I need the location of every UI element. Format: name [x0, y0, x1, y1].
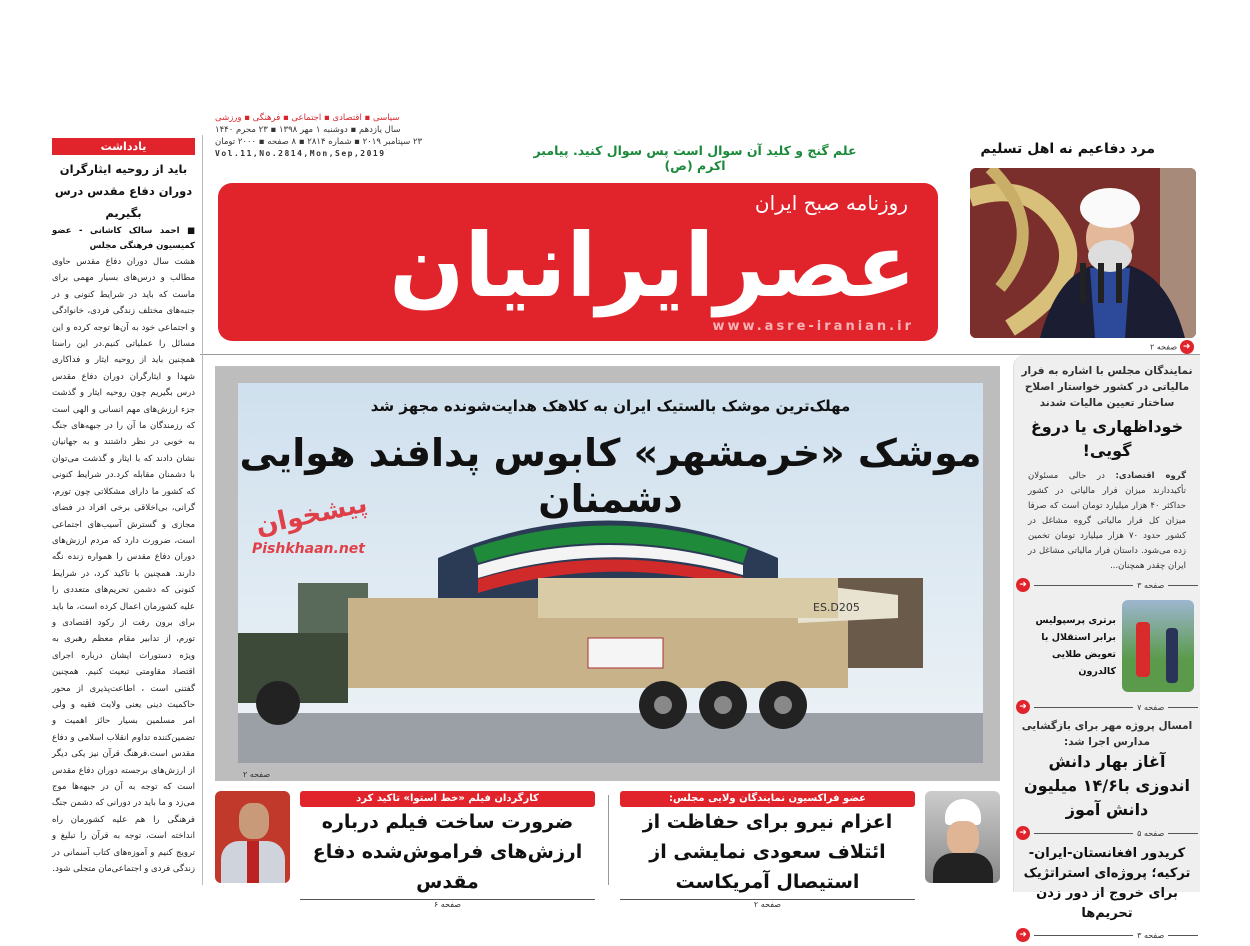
- editorial-author: ■ احمد سالک کاشانی - عضو کمیسیون فرهنگی مجلس: [52, 226, 195, 251]
- editorial-title: باید از روحیه ایثارگران دوران دفاع مقدس درس بگیریم: [54, 162, 193, 220]
- page-ref-label: صفحه ۵: [1137, 828, 1165, 838]
- vertical-divider: [202, 135, 203, 885]
- story-title: ضرورت ساخت فیلم درباره ارزش‌های فراموش‌شده دفاع مقدس: [312, 811, 583, 893]
- main-headline[interactable]: موشک «خرمشهر» کابوس پدافند هوایی دشمنان: [239, 431, 982, 521]
- page-ref-row[interactable]: [1014, 696, 1200, 718]
- top-right-headline: مرد دفاعیم نه اهل تسلیم: [935, 140, 1155, 158]
- right-story-corridor[interactable]: کریدور افغانستان-ایران-ترکیه؛ پروژه‌ای استراتژیک برای خروج از دور زدن تحریم‌ها: [1023, 846, 1191, 921]
- football-photo: [1122, 600, 1194, 692]
- story-body: [1020, 469, 1194, 574]
- arrow-icon: ➜: [1016, 928, 1030, 942]
- story-subtitle: امسال پروژه مهر برای بازگشایی مدارس اجرا شد:: [1021, 720, 1193, 748]
- logo-tagline: روزنامه صبح ایران: [754, 191, 908, 215]
- main-page-ref[interactable]: صفحه ۲: [243, 770, 271, 779]
- editorial-label: یادداشت: [52, 138, 195, 155]
- newspaper-logo: [218, 183, 938, 341]
- bottom-divider: [608, 795, 609, 885]
- story-title: برتری پرسپولیس برابر استقلال با تعویض طلایی کالدرون: [1035, 615, 1116, 677]
- story-text: در حالی مسئولان تأکیددارند میزان فرار مالیاتی در کشور حداکثر ۴۰ هزار میلیارد تومان است که صرفا میزان کل فرار مالیاتی گروه مشاغل در کشور حدود ۷۰ هزار میلیارد تومان تخمین زده می‌شود. داستان فرار مالیاتی مشاغل در ایران چقدر همچنان...: [1028, 471, 1186, 571]
- right-story-tax[interactable]: [1014, 355, 1200, 574]
- bottom-story-film[interactable]: [300, 791, 595, 909]
- story-title: اعزام نیرو برای حفاظت از ائتلاف سعودی نمایشی از استیصال آمریکاست: [642, 811, 893, 893]
- page-ref-label: صفحه ۲: [1150, 342, 1178, 352]
- president-photo: [970, 168, 1196, 338]
- arrow-icon: ➜: [1180, 340, 1194, 354]
- story-label: عضو فراکسیون نمایندگان ولایی مجلس:: [620, 791, 915, 807]
- daily-quote: علم گنج و کلید آن سوال است پس سوال کنید. پیامبر اکرم (ص): [533, 143, 857, 173]
- story-label: کارگردان فیلم «خط استوا» تاکید کرد: [300, 791, 595, 807]
- page-ref-row[interactable]: [1014, 574, 1200, 596]
- arrow-icon: ➜: [1016, 700, 1030, 714]
- page-ref-row[interactable]: [1014, 822, 1200, 844]
- editorial-column: [52, 138, 195, 877]
- watermark-en: Pishkhaan.net: [252, 541, 365, 557]
- story-title: آغاز بهار دانش اندوزی با۱۴/۶ میلیون دانش آموز: [1023, 752, 1191, 819]
- sections-list: سیاسی ▪ اقتصادی ▪ اجتماعی ▪ فرهنگی ▪ ورزشی: [215, 113, 400, 123]
- story-title: خوداظهاری یا دروغ گویی!: [1030, 417, 1184, 460]
- right-story-football[interactable]: [1014, 596, 1200, 696]
- top-right-page-ref[interactable]: [1150, 340, 1194, 354]
- mp-photo: [925, 791, 1000, 883]
- main-kicker: مهلک‌ترین موشک بالستیک ایران به کلاهک هدایت‌شونده مجهز شد: [370, 397, 851, 415]
- page-ref-label: صفحه ۶: [300, 899, 595, 909]
- speaker-illustration: [970, 168, 1196, 338]
- right-column: [1013, 355, 1200, 940]
- arrow-icon: ➜: [1016, 578, 1030, 592]
- editorial-body: هشت سال دوران دفاع مقدس حاوی مطالب و درس‌های بسیار مهمی برای ماست که باید در شرایط کنونی و در جنبه‌های مختلف زندگی فردی، خانوادگی و اجتماعی خود به آن‌ها توجه کرده و این مسائل را عملیاتی کنیم.در این راستا همچنین باید از روحیه ایثار و فداکاری شهدا و ایثارگران دوران دفاع مقدس درس بگیریم چون روحیه ایثار و گذشت جزء ارزش‌های مهم انسانی و الهی است که رزمندگان ما آن را در جبهه‌های جنگ به خوبی در نظر داشتند و به جهانیان نشان دادند که با ایثار و گذشت می‌توان با دشمنان مقابله کرد.در شرایط کنونی که کشور ما دارای مشکلاتی چون تورم، گرانی، بی‌اخلاقی برخی افراد در فضای مجازی و گسترش آسیب‌های اجتماعی است، ضرورت دارد که مردم ارزش‌های دوران دفاع مقدس را همواره زنده نگه دارند. همچنین با تاکید کرد، در شرایط کنونی که دشمن تحریم‌های متعددی را علیه کشورمان اعمال کرده است، ما باید برای برون رفت از رکود اقتصادی و تورم، از تدابیر مقام معظم رهبری به ویژه دستورات ایشان درباره اجرای اقتصاد مقاومتی تبعیت کنیم. همچنین گفتنی است ، اطاعت‌پذیری از محور حاکمیت دینی یعنی ولایت فقیه و ولی امر مسلمین بسیار حائز اهمیت و تضمین‌کننده تداوم انقلاب اسلامی و دفاع مقدس است.فرهنگ قرآن نیز یکی دیگر از ارزش‌های برجسته دوران دفاع مقدس است که توجه به آن در جبهه‌ها موج می‌زد و ما باید در دورانی که دشمن جنگ فرهنگی را هم علیه کشورمان راه انداخته است، توجه به قرآن را تبلیغ و ترویج کنیم و آموزه‌های کتاب آسمانی در زندگی فردی و اجتماعی‌مان متجلی شود.: [52, 257, 195, 875]
- persian-date: سال یازدهم ▪ دوشنبه ۱ مهر ۱۳۹۸ ▪ ۲۳ محرم ۱۴۴۰: [215, 125, 401, 135]
- right-story-school[interactable]: [1014, 718, 1200, 822]
- story-lead: گروه اقتصادی:: [1115, 471, 1187, 481]
- director-photo: [215, 791, 290, 883]
- arrow-icon: ➜: [1016, 826, 1030, 840]
- watermark-fa: پیشخوان: [253, 488, 370, 542]
- volume-line: Vol.11,No.2814,Mon,Sep,2019: [215, 149, 386, 158]
- story-subtitle: نمایندگان مجلس با اشاره به فرار مالیاتی در کشور خواستار اصلاح ساختار تعیین مالیات شدند: [1021, 365, 1193, 409]
- page-ref-label: صفحه ۷: [1137, 702, 1165, 712]
- page-ref-label: صفحه ۲: [620, 899, 915, 909]
- page-ref-row[interactable]: [1014, 924, 1200, 946]
- page-ref-label: صفحه ۳: [1137, 580, 1165, 590]
- logo-name: عصرایرانیان: [389, 214, 916, 317]
- bottom-story-coalition[interactable]: [620, 791, 915, 909]
- gregorian-date: ۲۳ سپتامبر ۲۰۱۹ ▪ شماره ۲۸۱۴ ▪ ۸ صفحه ▪ ۲۰۰۰ تومان: [215, 137, 423, 147]
- issue-info: [215, 112, 440, 160]
- logo-url: www.asre-iranian.ir: [712, 319, 914, 334]
- missile-marking: ES.D205: [813, 601, 860, 614]
- page-ref-label: صفحه ۳: [1137, 930, 1165, 940]
